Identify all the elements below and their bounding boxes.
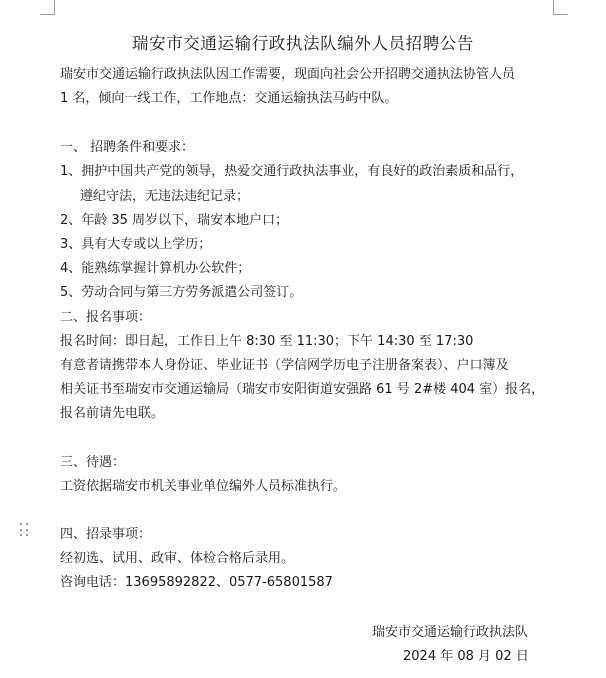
page-corner-mark-top-left — [40, 0, 55, 15]
section-4-heading: 四、招录事项： — [60, 527, 152, 542]
signup-line-2: 相关证书至瑞安市交通运输局（瑞安市安阳街道安强路 61 号 2#楼 404 室）报名， — [60, 382, 545, 397]
page-corner-mark-top-right — [553, 0, 568, 15]
hiring-process: 经初选、试用、政审、体检合格后录用。 — [60, 551, 295, 566]
section-3-heading: 三、待遇： — [60, 455, 126, 470]
signup-line-1: 有意者请携带本人身份证、毕业证书（学信网学历电子注册备案表）、户口簿及 — [60, 358, 509, 373]
requirement-1-line-2: 遵纪守法，无违法违纪记录； — [80, 189, 250, 204]
drag-handle-icon[interactable] — [20, 523, 30, 537]
document-title: 瑞安市交通运输行政执法队编外人员招聘公告 — [132, 34, 474, 53]
signature-organization: 瑞安市交通运输行政执法队 — [372, 625, 529, 640]
signature-date: 2024 年 08 月 02 日 — [403, 649, 529, 664]
requirement-1-line-1: 1、拥护中国共产党的领导，热爱交通行政执法事业，有良好的政治素质和品行， — [60, 164, 524, 179]
requirement-3: 3、具有大专或以上学历； — [60, 237, 212, 252]
section-1-heading: 一、 招聘条件和要求： — [60, 140, 195, 155]
contact-phone: 咨询电话：13695892822、0577-65801587 — [60, 575, 333, 590]
requirement-5: 5、劳动合同与第三方劳务派遣公司签订。 — [60, 285, 303, 300]
intro-line-1: 瑞安市交通运输行政执法队因工作需要，现面向社会公开招聘交通执法协管人员 — [60, 67, 516, 82]
salary-text: 工资依据瑞安市机关事业单位编外人员标准执行。 — [60, 479, 347, 494]
signup-line-3: 报名前请先电联。 — [60, 406, 165, 421]
requirement-4: 4、能熟练掌握计算机办公软件； — [60, 261, 251, 276]
requirement-2: 2、年龄 35 周岁以下，瑞安本地户口； — [60, 213, 289, 228]
intro-line-2: 1 名，倾向一线工作，工作地点：交通运输执法马屿中队。 — [60, 91, 398, 106]
section-2-heading: 二、报名事项： — [60, 310, 152, 325]
signup-time: 报名时间：即日起，工作日上午 8:30 至 11:30；下午 14:30 至 17:30 — [60, 334, 474, 349]
